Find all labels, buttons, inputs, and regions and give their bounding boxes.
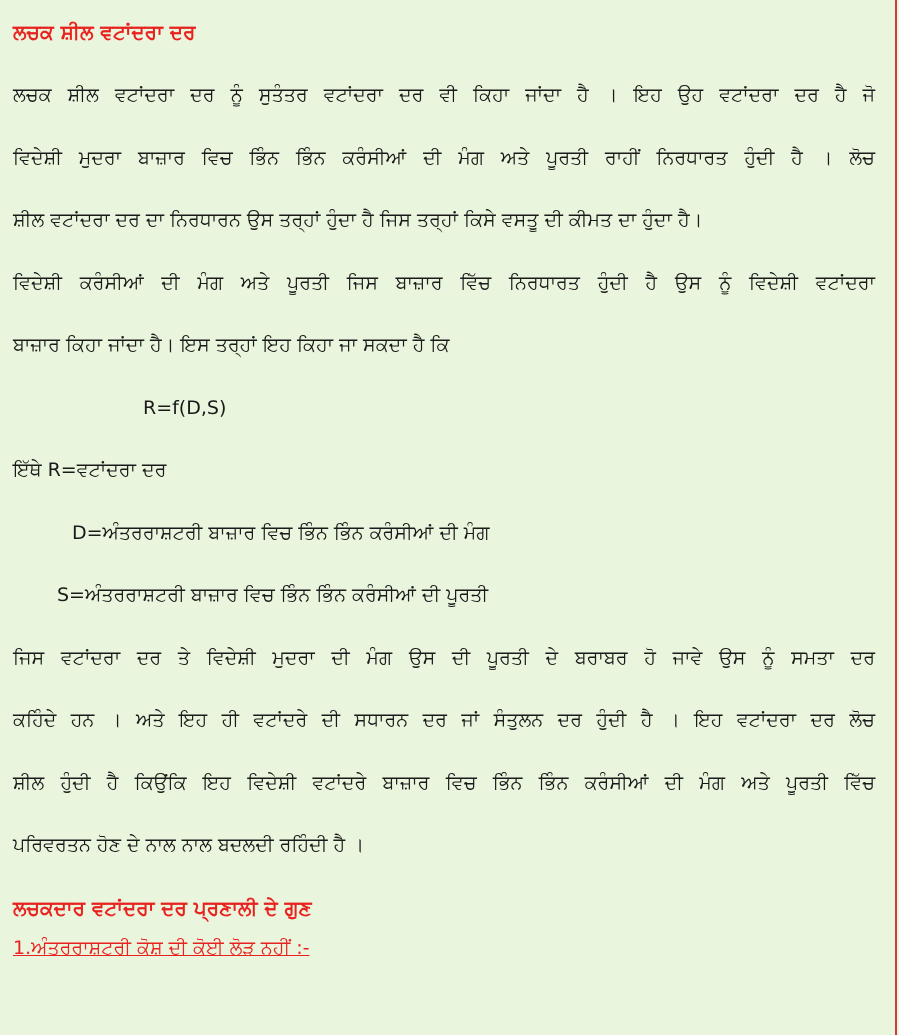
paragraph-line: ਸ਼ੀਲ ਵਟਾਂਦਰਾ ਦਰ ਦਾ ਨਿਰਧਾਰਨ ਉਸ ਤਰ੍ਹਾਂ ਹੁੰਦਾ ਹੈ ਜਿਸ ਤਰ੍ਹਾਂ ਕਿਸੇ ਵਸਤੂ ਦੀ ਕੀਮਤ ਦਾ ਹੁੰਦਾ ਹੈ।: [13, 209, 703, 231]
paragraph-line: ਲਚਕ ਸ਼ੀਲ ਵਟਾਂਦਰਾ ਦਰ ਨੂੰ ਸੁਤੰਤਰ ਵਟਾਂਦਰਾ ਦਰ ਵੀ ਕਿਹਾ ਜਾਂਦਾ ਹੈ । ਇਹ ਉਹ ਵਟਾਂਦਰਾ ਦਰ ਹੈ ਜੋ: [13, 84, 875, 106]
paragraph-line: ਵਿਦੇਸ਼ੀ ਕਰੰਸੀਆਂ ਦੀ ਮੰਗ ਅਤੇ ਪੂਰਤੀ ਜਿਸ ਬਾਜ਼ਾਰ ਵਿੱਚ ਨਿਰਧਾਰਤ ਹੁੰਦੀ ਹੈ ਉਸ ਨੂੰ ਵਿਦੇਸ਼ੀ ਵਟਾਂਦਰਾ: [13, 272, 875, 294]
paragraph-line: ਬਾਜ਼ਾਰ ਕਿਹਾ ਜਾਂਦਾ ਹੈ। ਇਸ ਤਰ੍ਹਾਂ ਇਹ ਕਿਹਾ ਜਾ ਸਕਦਾ ਹੈ ਕਿ: [13, 334, 450, 356]
section-heading: ਲਚਕਦਾਰ ਵਟਾਂਦਰਾ ਦਰ ਪ੍ਰਣਾਲੀ ਦੇ ਗੁਣ: [13, 896, 312, 920]
formula: R=f(D,S): [143, 397, 227, 419]
definition-s: S=ਅੰਤਰਰਾਸ਼ਟਰੀ ਬਾਜ਼ਾਰ ਵਿਚ ਭਿੰਨ ਭਿੰਨ ਕਰੰਸੀਆਂ ਦੀ ਪੂਰਤੀ: [57, 584, 489, 606]
paragraph-line: ਸ਼ੀਲ ਹੁੰਦੀ ਹੈ ਕਿਉਂਕਿ ਇਹ ਵਿਦੇਸ਼ੀ ਵਟਾਂਦਰੇ ਬਾਜ਼ਾਰ ਵਿਚ ਭਿੰਨ ਭਿੰਨ ਕਰੰਸੀਆਂ ਦੀ ਮੰਗ ਅਤੇ ਪੂਰਤੀ ਵਿੱਚ: [13, 772, 875, 794]
paragraph-line: ਵਿਦੇਸ਼ੀ ਮੁਦਰਾ ਬਾਜ਼ਾਰ ਵਿਚ ਭਿੰਨ ਭਿੰਨ ਕਰੰਸੀਆਂ ਦੀ ਮੰਗ ਅਤੇ ਪੂਰਤੀ ਰਾਹੀਂ ਨਿਰਧਾਰਤ ਹੁੰਦੀ ਹੈ । ਲੋਚ: [13, 147, 875, 169]
document-title: ਲਚਕ ਸ਼ੀਲ ਵਟਾਂਦਰਾ ਦਰ: [13, 20, 196, 44]
paragraph-line: ਕਹਿੰਦੇ ਹਨ । ਅਤੇ ਇਹ ਹੀ ਵਟਾਂਦਰੇ ਦੀ ਸਧਾਰਨ ਦਰ ਜਾਂ ਸੰਤੁਲਨ ਦਰ ਹੁੰਦੀ ਹੈ । ਇਹ ਵਟਾਂਦਰਾ ਦਰ ਲੋਚ: [13, 709, 875, 731]
subsection-heading: 1.ਅੰਤਰਰਾਸ਼ਟਰੀ ਕੋਸ਼ ਦੀ ਕੋਈ ਲੋੜ ਨਹੀਂ :-: [13, 937, 310, 959]
definition-r: ਇੱਥੇ R=ਵਟਾਂਦਰਾ ਦਰ: [13, 459, 167, 481]
paragraph-line: ਜਿਸ ਵਟਾਂਦਰਾ ਦਰ ਤੇ ਵਿਦੇਸ਼ੀ ਮੁਦਰਾ ਦੀ ਮੰਗ ਉਸ ਦੀ ਪੂਰਤੀ ਦੇ ਬਰਾਬਰ ਹੋ ਜਾਵੇ ਉਸ ਨੂੰ ਸਮਤਾ ਦਰ: [13, 647, 875, 669]
paragraph-line: ਪਰਿਵਰਤਨ ਹੋਣ ਦੇ ਨਾਲ ਨਾਲ ਬਦਲਦੀ ਰਹਿੰਦੀ ਹੈ ।: [13, 834, 365, 856]
definition-d: D=ਅੰਤਰਰਾਸ਼ਟਰੀ ਬਾਜ਼ਾਰ ਵਿਚ ਭਿੰਨ ਭਿੰਨ ਕਰੰਸੀਆਂ ਦੀ ਮੰਗ: [72, 522, 490, 544]
